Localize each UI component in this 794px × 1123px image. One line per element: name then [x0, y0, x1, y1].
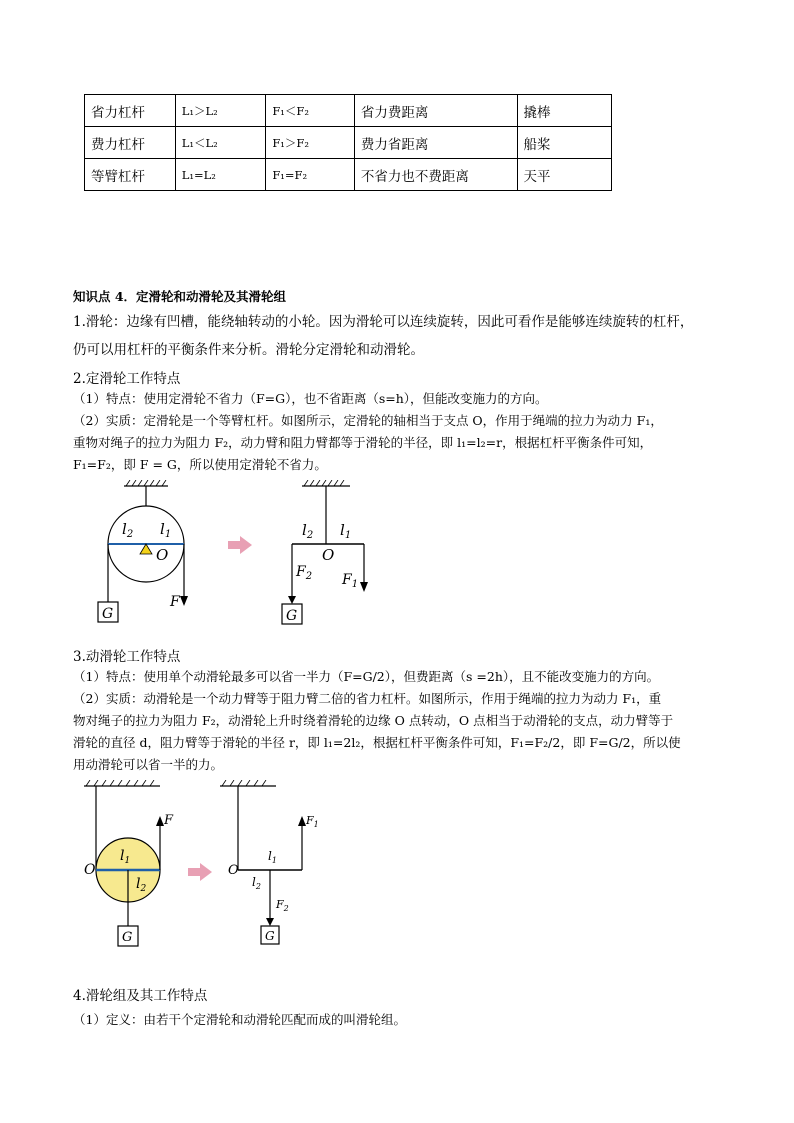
- lever-l2-label: $l_2$: [302, 521, 314, 541]
- movable-pulley-line-4: 滑轮的直径 d，阻力臂等于滑轮的半径 r，即 l₁=2l₂，根据杠杆平衡条件可知，F₁=F₂/2，即 F=G/2，所以使: [73, 735, 681, 750]
- fixed-F-label: F: [170, 594, 180, 610]
- lever-l1-label: $l_1$: [340, 521, 352, 541]
- lever2-l1-label: $l_1$: [268, 849, 277, 865]
- force-relation-cell: F₁=F₂: [266, 159, 355, 191]
- movable-pulley-figure: [76, 780, 336, 955]
- example-cell: 天平: [517, 159, 612, 191]
- lever2-G-label: G: [265, 929, 275, 943]
- fixed-l1-label: $l_1$: [160, 520, 172, 540]
- movable-pulley-line-5: 用动滑轮可以省一半的力。: [73, 757, 224, 772]
- fixed-O-label: O: [156, 546, 169, 564]
- movable-O-label: O: [84, 862, 96, 878]
- fixed-G-label: G: [102, 606, 114, 622]
- pulley-definition-line-2: 仍可以用杠杆的平衡条件来分析。滑轮分定滑轮和动滑轮。: [73, 342, 424, 358]
- pulley-group-line-1: （1）定义：由若干个定滑轮和动滑轮匹配而成的叫滑轮组。: [73, 1012, 406, 1027]
- section-heading: 知识点 4．定滑轮和动滑轮及其滑轮组: [73, 289, 287, 304]
- lever2-O-label: O: [228, 863, 239, 878]
- movable-pulley-line-2: （2）实质：动滑轮是一个动力臂等于阻力臂二倍的省力杠杆。如图所示，作用于绳端的拉力为动力 F₁，重: [73, 691, 662, 706]
- lever-G-label: G: [286, 608, 298, 624]
- arm-relation-cell: L₁=L₂: [175, 159, 266, 191]
- lever-type-cell: 费力杠杆: [85, 127, 176, 159]
- movable-pulley-title: 3.动滑轮工作特点: [73, 649, 181, 665]
- fixed-pulley-line-4: F₁=F₂，即 F = G，所以使用定滑轮不省力。: [73, 457, 327, 472]
- arm-relation-cell: L₁＞L₂: [175, 95, 266, 127]
- pulley-group-title: 4.滑轮组及其工作特点: [73, 988, 208, 1004]
- fixed-pulley-line-1: （1）特点：使用定滑轮不省力（F=G），也不省距离（s=h），但能改变施力的方向。: [73, 391, 548, 406]
- force-relation-cell: F₁＞F₂: [266, 127, 355, 159]
- lever-O-label: O: [322, 546, 335, 564]
- lever-comparison-table: [84, 94, 612, 191]
- table-row: [85, 95, 612, 127]
- movable-pulley-line-1: （1）特点：使用单个动滑轮最多可以省一半力（F=G/2），但费距离（s =2h），且不能改变施力的方向。: [73, 669, 660, 684]
- example-cell: 船桨: [517, 127, 612, 159]
- fixed-l2-label: $l_2$: [122, 520, 134, 540]
- fixed-pulley-line-2: （2）实质：定滑轮是一个等臂杠杆。如图所示，定滑轮的轴相当于支点 O，作用于绳端的拉力为动力 F₁，: [73, 413, 663, 428]
- force-relation-cell: F₁＜F₂: [266, 95, 355, 127]
- lever-type-cell: 省力杠杆: [85, 95, 176, 127]
- fixed-pulley-title: 2.定滑轮工作特点: [73, 371, 181, 387]
- fixed-pulley-figure: [88, 480, 388, 630]
- example-cell: 撬棒: [517, 95, 612, 127]
- lever2-F1-label: $F_1$: [306, 814, 319, 829]
- lever-type-cell: 等臂杠杆: [85, 159, 176, 191]
- fixed-pulley-line-3: 重物对绳子的拉力为阻力 F₂，动力臂和阻力臂都等于滑轮的半径，即 l₁=l₂=r，根据杠杆平衡条件可知，: [73, 435, 653, 450]
- movable-F-label: F: [164, 813, 174, 828]
- lever-F1-label: $F_1$: [342, 572, 359, 590]
- table-row: [85, 159, 612, 191]
- movable-l2-label: $l_2$: [136, 876, 147, 894]
- feature-cell: 不省力也不费距离: [354, 159, 517, 191]
- lever2-l2-label: $l_2$: [252, 875, 261, 891]
- arm-relation-cell: L₁＜L₂: [175, 127, 266, 159]
- lever2-F2-label: $F_2$: [276, 898, 289, 913]
- table-row: [85, 127, 612, 159]
- movable-pulley-line-3: 物对绳子的拉力为阻力 F₂，动滑轮上升时绕着滑轮的边缘 O 点转动，O 点相当于动滑轮的支点，动力臂等于: [73, 713, 674, 728]
- movable-l1-label: $l_1$: [120, 848, 131, 866]
- movable-G-label: G: [122, 930, 133, 945]
- pulley-definition-line-1: 1.滑轮：边缘有凹槽，能绕轴转动的小轮。因为滑轮可以连续旋转，因此可看作是能够连续旋转的杠杆，: [73, 314, 694, 330]
- feature-cell: 费力省距离: [354, 127, 517, 159]
- lever-F2-label: $F_2$: [296, 564, 313, 582]
- feature-cell: 省力费距离: [354, 95, 517, 127]
